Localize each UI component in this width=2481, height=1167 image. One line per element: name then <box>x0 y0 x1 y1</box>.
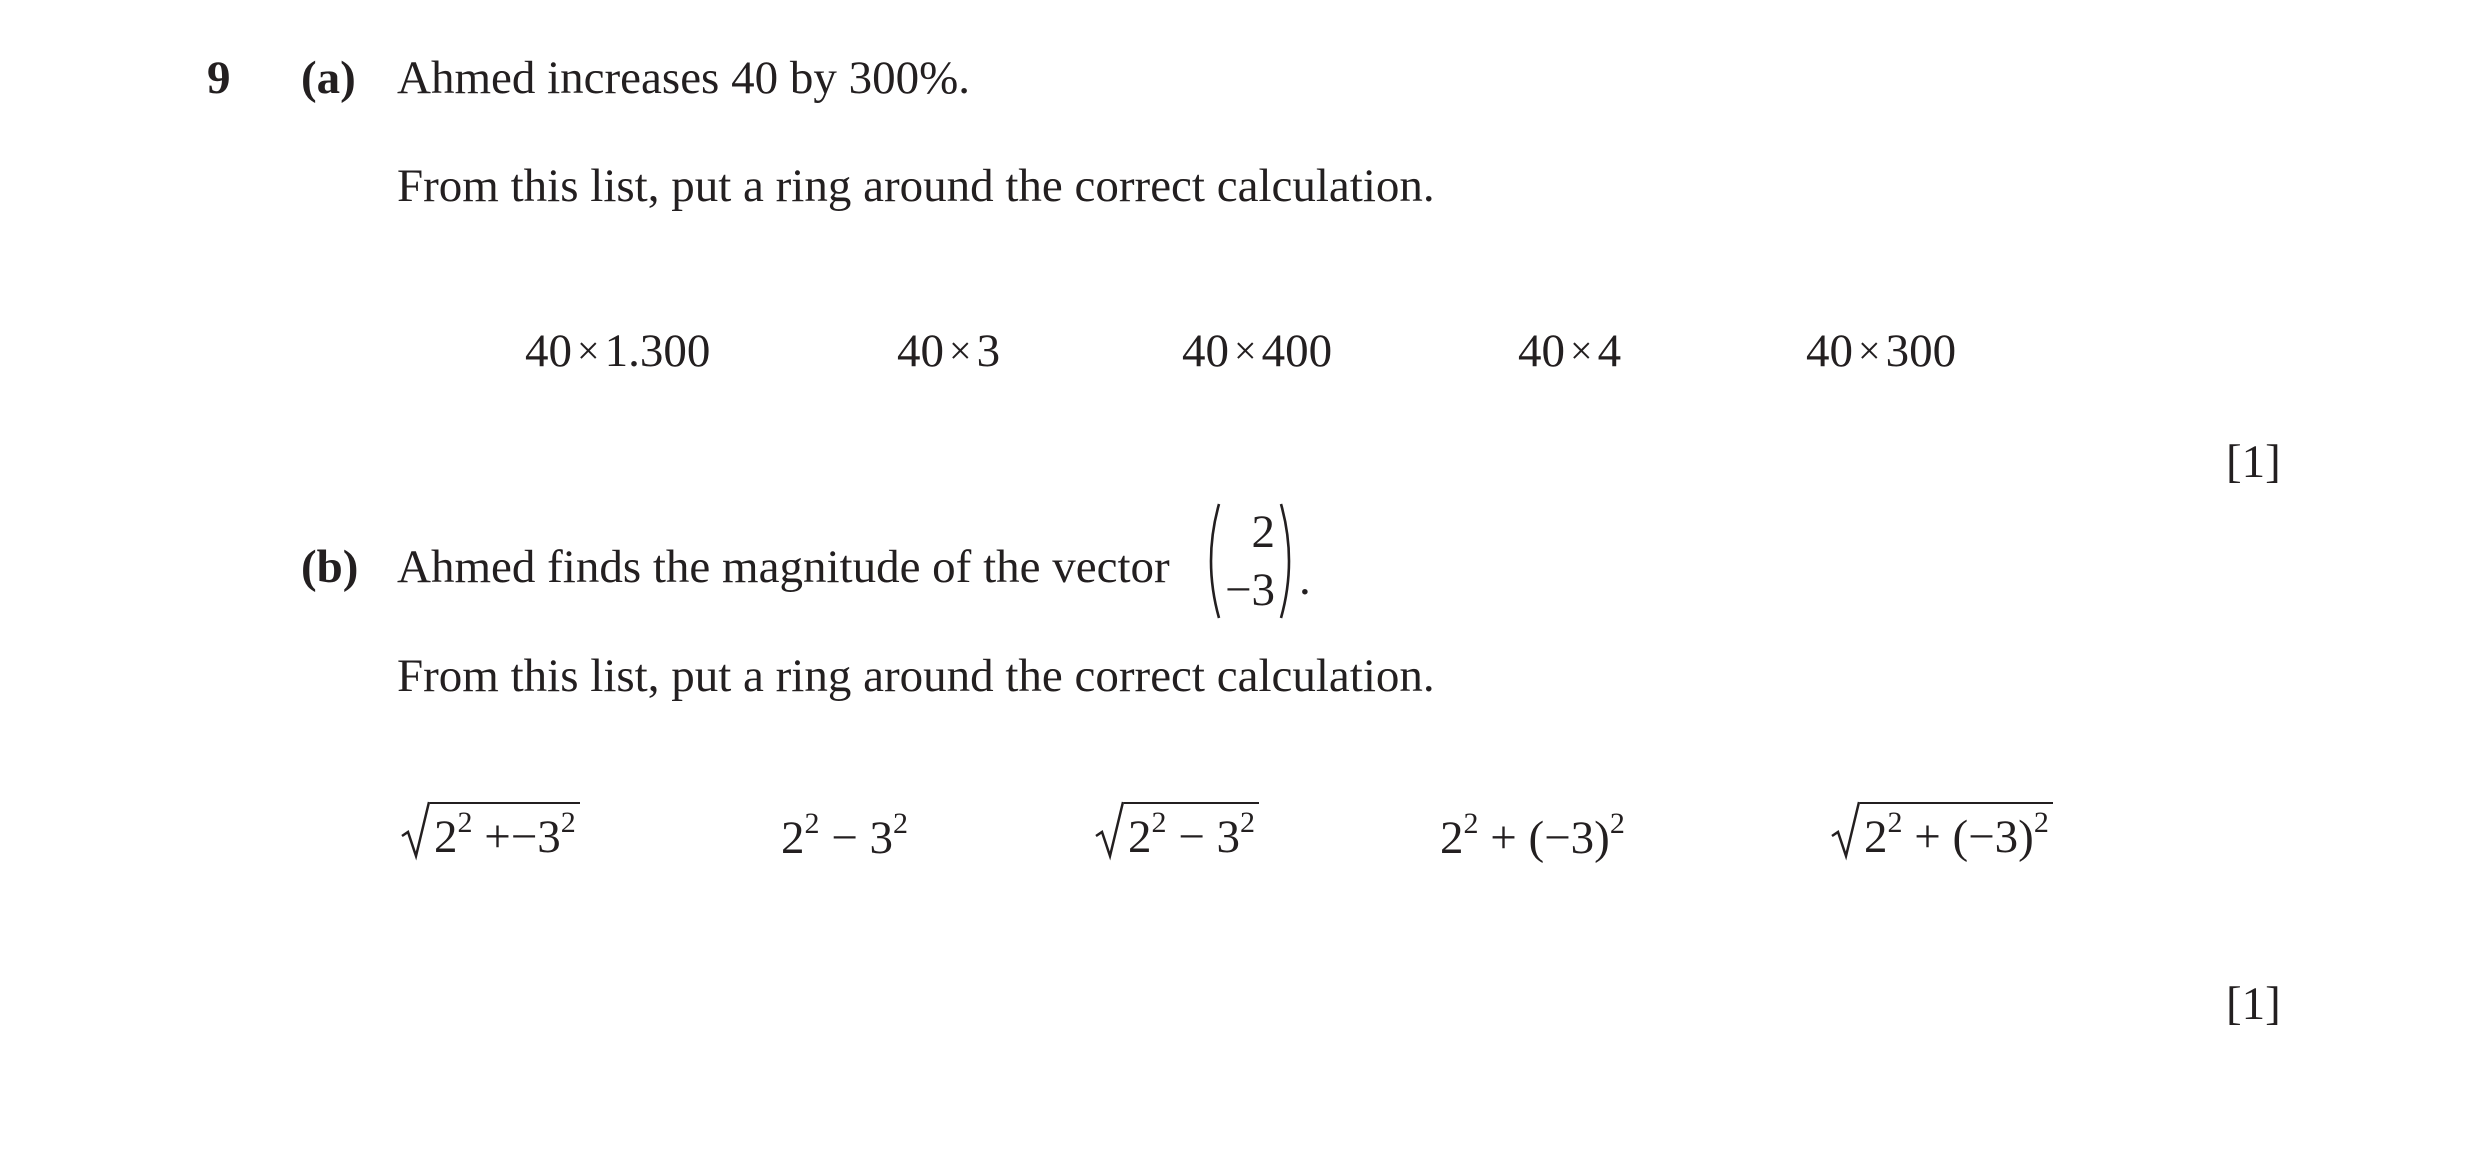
option-a3[interactable]: 40 × 400 <box>1182 325 1333 377</box>
column-vector <box>1201 502 1311 620</box>
question-number: 9 <box>207 52 231 104</box>
part-a-stem: Ahmed increases 40 by 300%. <box>397 52 970 104</box>
option-a4[interactable]: 40 × 4 <box>1518 325 1622 377</box>
square-root: $2^2 + (-3)^2$ <box>1830 800 2053 860</box>
square-root: $2^2 +-3^2$ <box>400 800 580 860</box>
option-b4[interactable]: $2^2 + (-3)^2$ <box>1440 807 1625 864</box>
vector-full-stop: . <box>1299 552 1311 605</box>
right-parenthesis <box>1277 502 1299 620</box>
radical-sign-icon <box>400 800 430 860</box>
part-b-marks: [1] <box>2226 978 2281 1030</box>
option-b5[interactable] <box>1830 800 2053 869</box>
part-a-marks: [1] <box>2226 436 2281 488</box>
option-b1[interactable] <box>400 800 580 869</box>
square-root: $2^2 - 3^2$ <box>1094 800 1259 860</box>
left-parenthesis <box>1201 502 1223 620</box>
radical-sign-icon <box>1830 800 1860 860</box>
part-b-instruction: From this list, put a ring around the correct calculation. <box>397 650 1435 702</box>
radical-sign-icon <box>1094 800 1124 860</box>
vector-bottom: −3 <box>1225 564 1276 616</box>
vector-components <box>1223 503 1277 619</box>
option-a2[interactable]: 40 × 3 <box>897 325 1001 377</box>
option-a5[interactable]: 40 × 300 <box>1806 325 1957 377</box>
part-a-instruction: From this list, put a ring around the correct calculation. <box>397 160 1435 212</box>
vector-top: 2 <box>1251 506 1276 558</box>
part-a-label: (a) <box>301 52 356 104</box>
option-a1[interactable]: 40 × 1.300 <box>525 325 711 377</box>
option-b2[interactable]: $2^2 - 3^2$ <box>781 807 909 864</box>
part-b-label: (b) <box>301 541 359 593</box>
part-b-stem: Ahmed finds the magnitude of the vector <box>397 541 1170 593</box>
option-b3[interactable] <box>1094 800 1259 869</box>
